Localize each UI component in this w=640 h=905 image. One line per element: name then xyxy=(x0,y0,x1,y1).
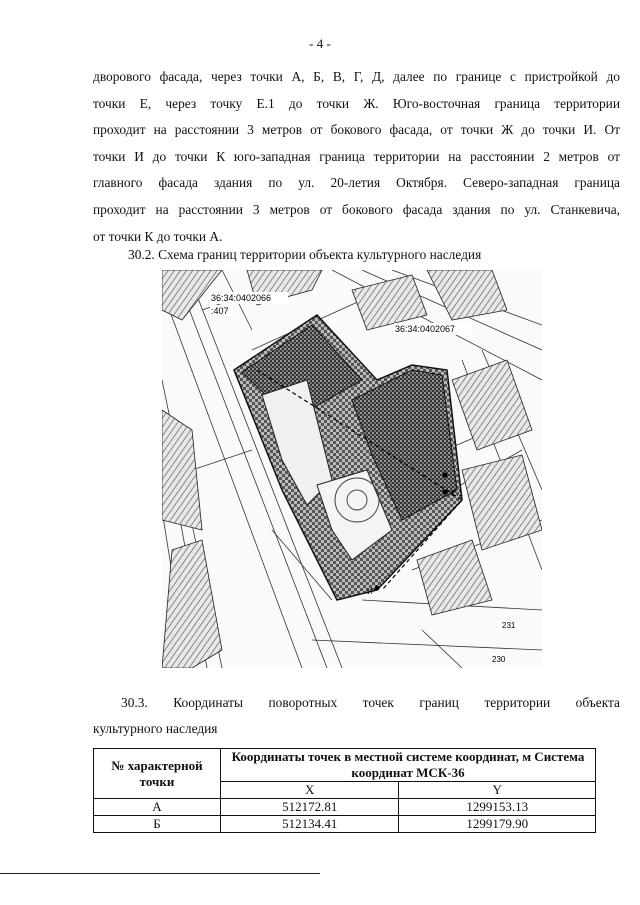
table-row xyxy=(94,799,596,816)
paragraph-line: главного фасада здания по ул. 20-летия Октября. Северо-западная граница xyxy=(93,175,620,191)
y-cell: 1299179.90 xyxy=(399,816,596,833)
map-number-label: 231 xyxy=(502,621,516,630)
coordinates-table xyxy=(93,748,596,833)
point-label: И xyxy=(367,587,373,596)
header-point-number: № характерной точки xyxy=(94,749,221,799)
y-cell: 1299153.13 xyxy=(399,799,596,816)
point-cell: Б xyxy=(94,816,221,833)
paragraph-line: проходит на расстоянии 3 метров от бокового фасада здания по ул. Станкевича, xyxy=(93,201,620,217)
section-30-2-heading: 30.2. Схема границ территории объекта культурного наследия xyxy=(128,247,482,262)
paragraph-line: от точки К до точки А. xyxy=(93,228,223,244)
paragraph-line: точки И до точки К юго-западная граница территории на расстоянии 2 метров от xyxy=(93,148,620,164)
paragraph-line: проходит на расстоянии 3 метров от бокового фасада, от точки Ж до точки И. От xyxy=(93,122,620,138)
point-label: Е.1 xyxy=(451,489,464,498)
page-number: - 4 - xyxy=(309,36,331,51)
boundary-scheme-map xyxy=(162,270,542,668)
parcel-sub-label: :407 xyxy=(211,306,229,316)
parcel-label: 36:34:0402066 xyxy=(211,293,272,303)
column-y-header: Y xyxy=(399,782,596,799)
column-x-header: X xyxy=(221,782,399,799)
section-30-3-line: 30.3. Координаты поворотных точек границ территории объекта xyxy=(121,695,620,710)
footer-divider xyxy=(0,873,320,874)
x-cell: 512172.81 xyxy=(221,799,399,816)
x-cell: 512134.41 xyxy=(221,816,399,833)
paragraph-line: точки Е, через точку Е.1 до точки Ж. Юго-восточная граница территории xyxy=(93,95,620,111)
boundary-description-paragraph xyxy=(93,64,620,250)
paragraph-line: дворового фасада, через точки А, Б, В, Г, Д, далее по границе с пристройкой до xyxy=(93,69,620,84)
table-row xyxy=(94,816,596,833)
section-30-3-line: культурного наследия xyxy=(93,721,218,736)
point-cell: А xyxy=(94,799,221,816)
header-coordinates: Координаты точек в местной системе координат, м Система координат МСК-36 xyxy=(221,749,596,782)
section-30-3-heading xyxy=(93,690,620,742)
parcel-label: 36:34:0402067 xyxy=(395,324,456,334)
map-number-label: 230 xyxy=(492,655,506,664)
